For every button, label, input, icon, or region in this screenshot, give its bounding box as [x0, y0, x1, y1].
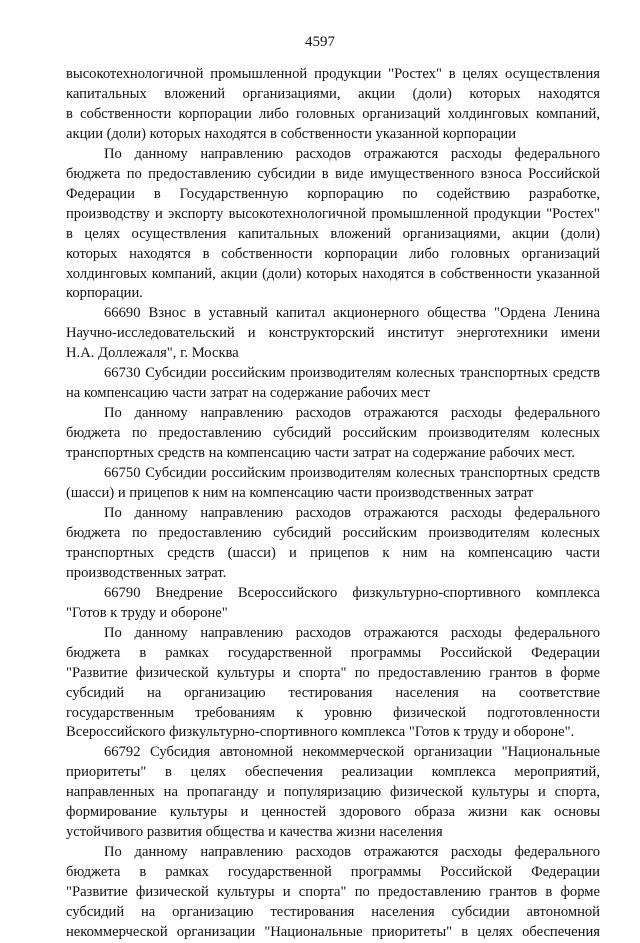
text-line: производственных затрат.: [66, 564, 227, 581]
text-line: По данному направлению расходов отражаются расходы федерального: [104, 405, 600, 422]
text-line: транспортных средств (шасси) и прицепов к ним на компенсацию части: [66, 544, 600, 561]
text-line: направленных на пропаганду и популяризацию физической культуры и спорта,: [66, 784, 600, 801]
text-line: некоммерческой организации "Национальные приоритеты" в целях обеспечения: [66, 923, 600, 940]
text-line: По данному направлению расходов отражаются расходы федерального: [104, 504, 600, 521]
text-line: 66792 Субсидия автономной некоммерческой организации "Национальные: [104, 744, 600, 761]
text-line: Федерации в Государственную корпорацию по содействию разработке,: [66, 185, 600, 202]
text-line: которых находятся в собственности корпорации либо головных организаций: [66, 245, 600, 262]
document-body: [66, 65, 600, 943]
text-line: бюджета в рамках государственной программы Российской Федерации: [66, 644, 600, 661]
text-line: Научно-исследовательский и конструкторский институт энерготехники имени: [66, 325, 600, 342]
text-line: субсидий на организацию тестирования населения субсидии автономной: [66, 904, 600, 921]
text-line: субсидий на организацию тестирования населения на соответствие: [66, 684, 600, 701]
text-line: государственным требованиям к уровню физической подготовленности: [66, 704, 600, 721]
text-line: транспортных средств на компенсацию части затрат на содержание рабочих мест.: [66, 445, 576, 462]
text-line: "Готов к труду и обороне": [66, 604, 228, 621]
text-line: производству и экспорту высокотехнологичной промышленной продукции "Ростех": [66, 205, 600, 222]
text-line: акции (доли) которых находятся в собственности указанной корпорации: [66, 125, 517, 142]
text-line: По данному направлению расходов отражаются расходы федерального: [104, 145, 600, 162]
text-line: корпорации.: [66, 285, 143, 302]
text-line: Всероссийского физкультурно-спортивного комплекса "Готов к труду и обороне".: [66, 724, 575, 741]
text-line: 66790 Внедрение Всероссийского физкультурно-спортивного комплекса: [104, 584, 600, 601]
text-line: холдинговых компаний, акции (доли) которых находятся в собственности указанной: [66, 265, 600, 282]
text-line: формирование культуры и ценностей здорового образа жизни как основы: [66, 804, 600, 821]
text-line: По данному направлению расходов отражаются расходы федерального: [104, 844, 600, 861]
text-line: высокотехнологичной промышленной продукции "Ростех" в целях осуществления: [66, 66, 600, 82]
text-line: По данному направлению расходов отражаются расходы федерального: [104, 624, 600, 641]
text-line: Н.А. Доллежаля", г. Москва: [66, 345, 239, 362]
text-line: 66690 Взнос в уставный капитал акционерного общества "Ордена Ленина: [104, 305, 600, 322]
text-line: бюджета по предоставлению субсидий российским производителям колесных: [66, 524, 600, 541]
text-line: капитальных вложений организациями, акции (доли) которых находятся: [66, 85, 600, 102]
text-line: бюджета по предоставлению субсидий российским производителям колесных: [66, 425, 600, 442]
text-line: устойчивого развития общества и качества жизни населения: [66, 824, 443, 841]
text-line: приоритеты" в целях обеспечения реализации комплекса мероприятий,: [66, 764, 600, 781]
text-line: "Развитие физической культуры и спорта" по предоставлению грантов в форме: [66, 664, 600, 681]
text-line: 66750 Субсидии российским производителям колесных транспортных средств: [104, 465, 600, 482]
page-number: 4597: [305, 34, 335, 50]
text-line: в собственности корпорации либо головных организаций холдинговых компаний,: [66, 105, 600, 122]
text-line: бюджета в рамках государственной программы Российской Федерации: [66, 864, 600, 881]
text-line: на компенсацию части затрат на содержание рабочих мест: [66, 385, 430, 402]
text-line: "Развитие физической культуры и спорта" по предоставлению грантов в форме: [66, 884, 600, 901]
text-line: в целях осуществления капитальных вложений организациями, акции (доли): [66, 225, 600, 242]
text-line: (шасси) и прицепов к ним на компенсацию части производственных затрат: [66, 485, 534, 502]
text-line: 66730 Субсидии российским производителям колесных транспортных средств: [104, 365, 600, 382]
text-line: бюджета по предоставлению субсидии в виде имущественного взноса Российской: [66, 165, 600, 182]
